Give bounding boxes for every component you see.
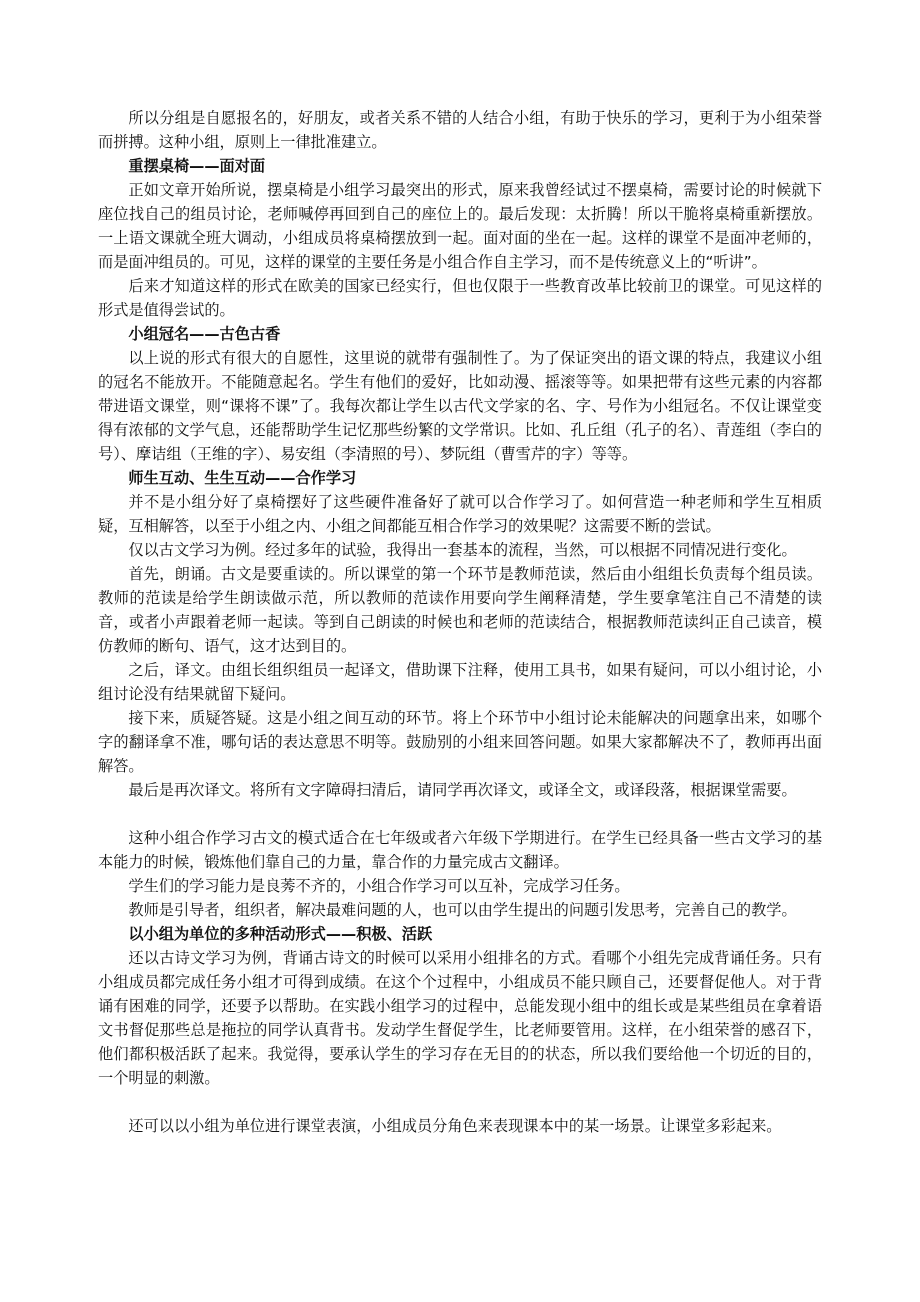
section-heading: 以小组为单位的多种活动形式——积极、活跃	[128, 925, 433, 943]
section-heading: 重摆桌椅——面对面	[128, 157, 266, 175]
paragraph: 所以分组是自愿报名的，好朋友，或者关系不错的人结合小组，有助于快乐的学习，更利于为小组荣誉而拼搏。这种小组，原则上一律批准建立。	[98, 109, 822, 151]
paragraph: 这种小组合作学习古文的模式适合在七年级或者六年级下学期进行。在学生已经具备一些古文学习的基本能力的时候，锻炼他们靠自己的力量，靠合作的力量完成古文翻译。	[98, 829, 822, 871]
paragraph: 并不是小组分好了桌椅摆好了这些硬件准备好了就可以合作学习了。如何营造一种老师和学生互相质疑，互相解答，以至于小组之内、小组之间都能互相合作学习的效果呢？这需要不断的尝试。	[98, 493, 822, 535]
paragraph: 仅以古文学习为例。经过多年的试验，我得出一套基本的流程，当然，可以根据不同情况进行变化。	[128, 541, 797, 559]
document-body	[98, 106, 822, 1138]
paragraph: 接下来，质疑答疑。这是小组之间互动的环节。将上个环节中小组讨论未能解决的问题拿出来，如哪个字的翻译拿不准，哪句话的表达意思不明等。鼓励别的小组来回答问题。如果大家都解决不了，教师再出面解答。	[98, 709, 822, 775]
paragraph: 之后，译文。由组长组织组员一起译文，借助课下注释，使用工具书，如果有疑问，可以小组讨论，小组讨论没有结果就留下疑问。	[98, 661, 822, 703]
paragraph: 还以古诗文学习为例，背诵古诗文的时候可以采用小组排名的方式。看哪个小组先完成背诵任务。只有小组成员都完成任务小组才可得到成绩。在这个个过程中，小组成员不能只顾自己，还要督促他人。对于背诵有困难的同学，还要予以帮助。在实践小组学习的过程中，总能发现小组中的组长或是某些组员在拿着语文书督促那些总是拖拉的同学认真背书。发动学生督促学生，比老师要管用。这样，在小组荣誉的感召下，他们都积极活跃了起来。我觉得，要承认学生的学习存在无目的的状态，所以我们要给他一个切近的目的，一个明显的刺激。	[98, 949, 822, 1087]
paragraph: 后来才知道这样的形式在欧美的国家已经实行，但也仅限于一些教育改革比较前卫的课堂。可见这样的形式是值得尝试的。	[98, 277, 822, 319]
paragraph: 教师是引导者，组织者，解决最难问题的人，也可以由学生提出的问题引发思考，完善自己的教学。	[128, 901, 797, 919]
section-heading: 师生互动、生生互动——合作学习	[128, 469, 357, 487]
paragraph: 首先，朗诵。古文是要重读的。所以课堂的第一个环节是教师范读，然后由小组组长负责每个组员读。教师的范读是给学生朗读做示范，所以教师的范读作用要向学生阐释清楚，学生要拿笔注自己不清楚的读音，或者小声跟着老师一起读。等到自己朗读的时候也和老师的范读结合，根据教师范读纠正自己读音，模仿教师的断句、语气，这才达到目的。	[98, 565, 822, 655]
section-heading: 小组冠名——古色古香	[128, 325, 281, 343]
paragraph: 正如文章开始所说，摆桌椅是小组学习最突出的形式，原来我曾经试过不摆桌椅，需要讨论的时候就下座位找自己的组员讨论，老师喊停再回到自己的座位上的。最后发现：太折腾！所以干脆将桌椅重新摆放。一上语文课就全班大调动，小组成员将桌椅摆放到一起。面对面的坐在一起。这样的课堂不是面冲老师的，而是面冲组员的。可见，这样的课堂的主要任务是小组合作自主学习，而不是传统意义上的“听讲”。	[98, 181, 822, 271]
paragraph: 学生们的学习能力是良莠不齐的，小组合作学习可以互补，完成学习任务。	[128, 877, 630, 895]
paragraph: 以上说的形式有很大的自愿性，这里说的就带有强制性了。为了保证突出的语文课的特点，我建议小组的冠名不能放开。不能随意起名。学生有他们的爱好，比如动漫、摇滚等等。如果把带有这些元素的内容都带进语文课堂，则“课将不课”了。我每次都让学生以古代文学家的名、字、号作为小组冠名。不仅让课堂变得有浓郁的文学气息，还能帮助学生记忆那些纷繁的文学常识。比如、孔丘组（孔子的名）、青莲组（李白的号）、摩诘组（王维的字）、易安组（李清照的号）、梦阮组（曹雪芹的字）等等。	[98, 349, 822, 463]
paragraph: 还可以以小组为单位进行课堂表演，小组成员分角色来表现课本中的某一场景。让课堂多彩起来。	[128, 1117, 782, 1135]
paragraph: 最后是再次译文。将所有文字障碍扫清后，请同学再次译文，或译全文，或译段落，根据课堂需要。	[128, 781, 797, 799]
